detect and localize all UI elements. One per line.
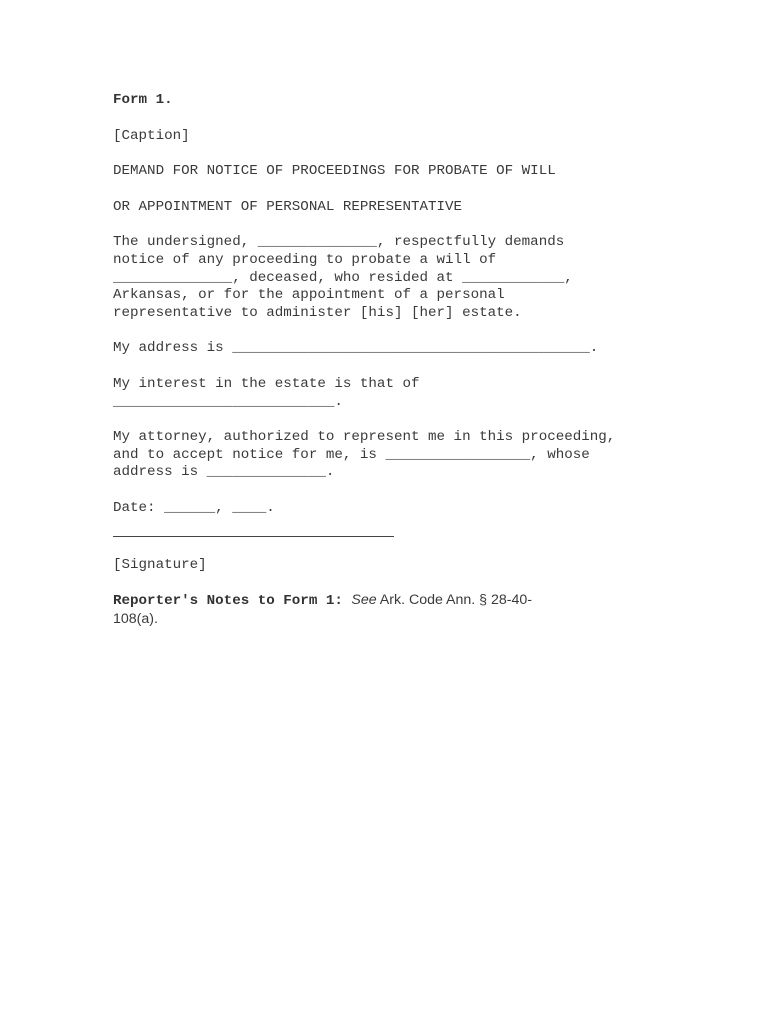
caption-placeholder: [Caption] [113, 127, 190, 144]
heading-block-1 [113, 163, 733, 181]
form-title-block [113, 92, 733, 110]
date-paragraph [113, 500, 733, 518]
signature-line [113, 536, 394, 537]
demand-line: The undersigned, ______________, respectfully demands [113, 234, 565, 251]
attorney-paragraph [113, 429, 733, 482]
reporters-notes [113, 592, 733, 628]
caption-block [113, 128, 733, 146]
see-signal: See [351, 592, 377, 609]
demand-line: representative to administer [his] [her] estate. [113, 304, 522, 321]
address-line: My address is __________________________________________. [113, 340, 599, 357]
form-document [113, 92, 733, 646]
demand-line: Arkansas, or for the appointment of a personal [113, 287, 505, 304]
attorney-line: address is ______________. [113, 464, 335, 481]
reporters-notes-line-1 [113, 592, 733, 611]
reporters-notes-label: Reporter's Notes to Form 1: [113, 593, 343, 610]
citation-text: Ark. Code Ann. § 28-40- [376, 592, 533, 609]
interest-line: __________________________. [113, 393, 343, 410]
heading-block-2 [113, 199, 733, 217]
interest-paragraph [113, 376, 733, 411]
form-title: Form 1. [113, 92, 173, 108]
interest-line: My interest in the estate is that of [113, 375, 420, 392]
document-heading-line-2: OR APPOINTMENT OF PERSONAL REPRESENTATIVE [113, 198, 463, 215]
date-line: Date: ______, ____. [113, 499, 275, 516]
document-heading-line-1: DEMAND FOR NOTICE OF PROCEEDINGS FOR PROBATE OF WILL [113, 163, 556, 180]
attorney-line: and to accept notice for me, is _________________, whose [113, 446, 590, 463]
demand-paragraph [113, 234, 733, 322]
attorney-line: My attorney, authorized to represent me in this proceeding, [113, 429, 616, 446]
reporters-notes-line-2: 108(a). [113, 610, 158, 627]
demand-line: notice of any proceeding to probate a will of [113, 251, 497, 268]
signature-block [113, 557, 733, 575]
signature-label: [Signature] [113, 556, 207, 573]
address-paragraph [113, 340, 733, 358]
demand-line: ______________, deceased, who resided at ____________, [113, 269, 573, 286]
